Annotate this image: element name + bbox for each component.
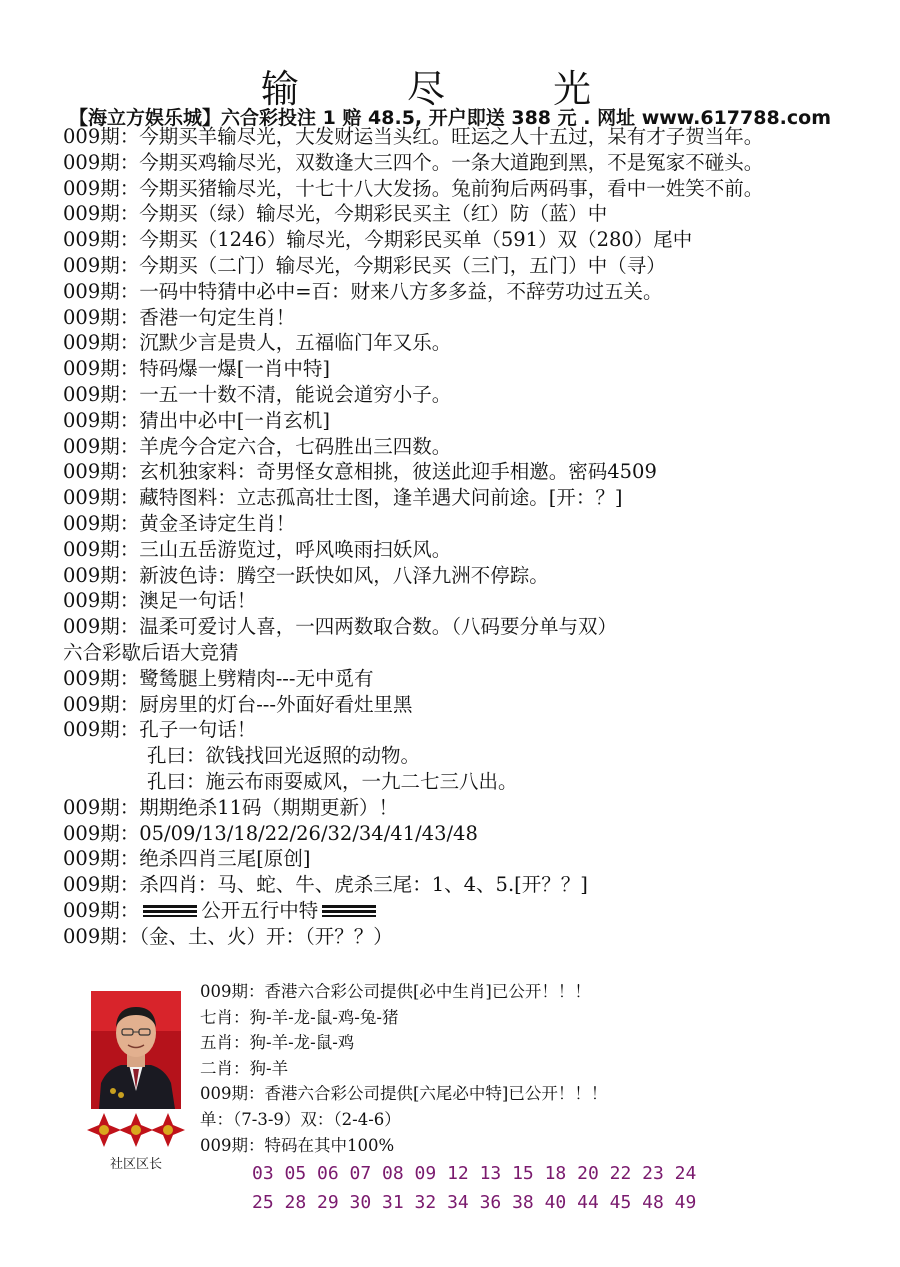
page-title: 输 尽 光 bbox=[260, 67, 640, 111]
quote-line: 孔曰：施云布雨耍威风，一九二七三八出。 bbox=[147, 769, 518, 793]
portrait-caption: 社区区长 bbox=[109, 1157, 162, 1172]
list-item: 009期：一五一十数不清，能说会道穷小子。 bbox=[63, 382, 452, 406]
list-item: 009期：三山五岳游览过，呼风唤雨扫妖风。 bbox=[63, 537, 452, 561]
list-item: 009期：厨房里的灯台---外面好看灶里黑 bbox=[63, 692, 413, 716]
number-row-1: 03 05 06 07 08 09 12 13 15 18 20 22 23 24 bbox=[252, 1163, 697, 1184]
list-item: 七肖：狗-羊-龙-鼠-鸡-兔-猪 bbox=[200, 1007, 399, 1027]
list-item: 009期：香港一句定生肖！ bbox=[63, 305, 296, 329]
list-item: 009期：今期买（二门）输尽光，今期彩民买（三门，五门）中（寻） bbox=[63, 253, 666, 277]
ad-banner: 【海立方娱乐城】六合彩投注 1 赔 48.5, 开户即送 388 元 . 网址 www.617788.com bbox=[68, 107, 832, 129]
list-item: 009期：今期买（绿）输尽光，今期彩民买主（红）防（蓝）中 bbox=[63, 202, 608, 226]
prediction-list bbox=[63, 124, 893, 950]
list-item: 009期：期期绝杀11码（期期更新）！ bbox=[63, 795, 399, 819]
list-item: 009期：05/09/13/18/22/26/32/34/41/43/48 bbox=[63, 821, 478, 845]
list-item: 009期：杀四肖：马、蛇、牛、虎杀三尾：1、4、5.[开？？] bbox=[63, 873, 588, 897]
list-item: 009期：黄金圣诗定生肖！ bbox=[63, 511, 296, 535]
list-item: 009期：澳足一句话！ bbox=[63, 589, 257, 613]
list-item: 009期：新波色诗：腾空一跃快如风，八泽九洲不停踪。 bbox=[63, 563, 549, 587]
list-item: 009期：特码在其中100% bbox=[200, 1135, 395, 1155]
quote-line: 孔曰：欲钱找回光返照的动物。 bbox=[147, 744, 421, 768]
list-item: 009期：今期买（1246）输尽光，今期彩民买单（591）双（280）尾中 bbox=[63, 228, 693, 252]
list-item: 009期：温柔可爱讨人喜，一四两数取合数。（八码要分单与双） bbox=[63, 615, 617, 639]
list-item: 009期：猜出中必中[一肖玄机] bbox=[63, 408, 330, 432]
portrait-photo bbox=[91, 991, 181, 1109]
triple-bar-icon bbox=[143, 905, 197, 917]
list-item: 二肖：狗-羊 bbox=[200, 1058, 289, 1078]
list-item: 五肖：狗-羊-龙-鼠-鸡 bbox=[200, 1033, 355, 1053]
list-item: 009期：羊虎今合定六合，七码胜出三四数。 bbox=[63, 434, 452, 458]
list-item: 009期：香港六合彩公司提供[必中生肖]已公开！！！ bbox=[200, 982, 591, 1001]
wuxing-line bbox=[63, 898, 893, 924]
list-item: 009期：绝杀四肖三尾[原创] bbox=[63, 847, 311, 871]
list-item: 009期：藏特图料：立志孤高壮士图，逢羊遇犬问前途。[开：？] bbox=[63, 486, 623, 510]
wuxing-text: 公开五行中特 bbox=[201, 898, 319, 922]
list-item: 009期：今期买猪输尽光，十七十八大发扬。兔前狗后两码事，看中一姓笑不前。 bbox=[63, 176, 764, 200]
list-item: 009期：特码爆一爆[一肖中特] bbox=[63, 357, 330, 381]
wuxing-prefix: 009期： bbox=[63, 898, 140, 922]
list-item: 单：（7-3-9）双：（2-4-6） bbox=[200, 1109, 401, 1129]
list-item: 009期：今期买羊输尽光，大发财运当头红。旺运之人十五过，呆有才子贺当年。 bbox=[63, 125, 764, 148]
side-info bbox=[200, 979, 890, 1158]
medal-badges bbox=[86, 1110, 186, 1150]
triple-bar-icon bbox=[322, 905, 376, 917]
number-row-2: 25 28 29 30 31 32 34 36 38 40 44 45 48 49 bbox=[252, 1192, 697, 1213]
list-item: 009期：玄机独家料：奇男怪女意相挑，彼送此迎手相邀。密码4509 bbox=[63, 460, 657, 484]
list-item: 009期：（金、土、火）开：（开？？） bbox=[63, 924, 393, 948]
list-item: 009期：孔子一句话！ bbox=[63, 718, 257, 742]
list-item: 009期：沉默少言是贵人，五福临门年又乐。 bbox=[63, 331, 452, 355]
list-item: 009期：香港六合彩公司提供[六尾必中特]已公开！！！ bbox=[200, 1084, 608, 1104]
list-item: 009期：鹭鸶腿上劈精肉---无中觅有 bbox=[63, 666, 374, 690]
list-item: 009期：一码中特猜中必中=百：财来八方多多益，不辞劳功过五关。 bbox=[63, 279, 663, 303]
section-heading: 六合彩歇后语大竞猜 bbox=[63, 640, 239, 664]
list-item: 009期：今期买鸡输尽光，双数逢大三四个。一条大道跑到黑，不是冤家不碰头。 bbox=[63, 150, 764, 174]
